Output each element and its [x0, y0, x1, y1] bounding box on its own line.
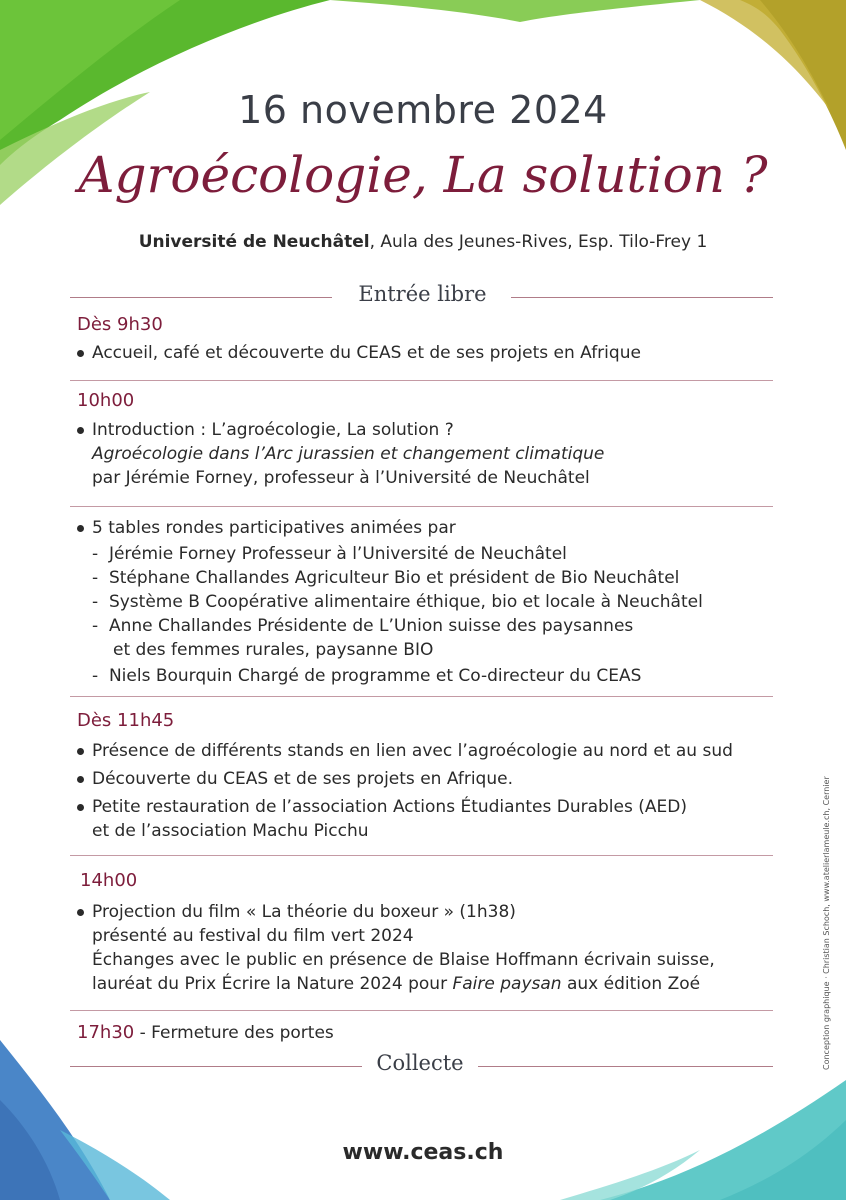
bullet-icon [77, 748, 84, 755]
film-note: présenté au festival du film vert 2024 [92, 926, 414, 946]
venue [0, 232, 846, 252]
time-1730: 17h30 [77, 1022, 135, 1043]
bullet-icon [77, 909, 84, 916]
speaker-item: - Niels Bourquin Chargé de programme et Co-directeur du CEAS [92, 666, 642, 686]
entree-rule-left [70, 297, 332, 298]
venue-address: , Aula des Jeunes-Rives, Esp. Tilo-Frey 1 [369, 232, 708, 252]
list-item: Découverte du CEAS et de ses projets en Afrique. [77, 769, 513, 789]
bullet-icon [77, 776, 84, 783]
closing-line: 17h30 - Fermeture des portes [77, 1022, 334, 1043]
time-1000: 10h00 [77, 390, 135, 411]
entree-rule-right [511, 297, 773, 298]
speaker-item: - Jérémie Forney Professeur à l’Université de Neuchâtel [92, 544, 567, 564]
list-item: Projection du film « La théorie du boxeur » (1h38) [77, 902, 516, 922]
divider [70, 506, 773, 507]
collecte: Collecte [376, 1051, 464, 1075]
list-item: Présence de différents stands en lien avec l’agroécologie au nord et au sud [77, 741, 733, 761]
event-title: Agroécologie, La solution ? [78, 146, 768, 204]
speaker-item: - Anne Challandes Présidente de L’Union suisse des paysannes [92, 616, 634, 636]
speaker-item-cont: et des femmes rurales, paysanne BIO [113, 640, 434, 660]
design-credit: Conception graphique · Christian Schoch, www.atelierlameule.ch, Cernier [822, 776, 831, 1070]
divider [70, 855, 773, 856]
collecte-rule-right [478, 1066, 773, 1067]
divider [70, 696, 773, 697]
collecte-rule-left [70, 1066, 362, 1067]
time-930: Dès 9h30 [77, 314, 163, 335]
film-exchange: Échanges avec le public en présence de Blaise Hoffmann écrivain suisse, [92, 950, 715, 970]
time-1145: Dès 11h45 [77, 710, 175, 731]
venue-name: Université de Neuchâtel [138, 232, 370, 252]
bullet-icon [77, 427, 84, 434]
film-prize: lauréat du Prix Écrire la Nature 2024 pour Faire paysan aux édition Zoé [92, 974, 701, 994]
talk-title: Agroécologie dans l’Arc jurassien et changement climatique [92, 444, 605, 464]
event-date: 16 novembre 2024 [238, 88, 608, 132]
list-item: Introduction : L’agroécologie, La solution ? [77, 420, 454, 440]
list-item: 5 tables rondes participatives animées par [77, 518, 456, 538]
list-item: Accueil, café et découverte du CEAS et de ses projets en Afrique [77, 343, 641, 363]
time-1400: 14h00 [80, 870, 138, 891]
website-link[interactable]: www.ceas.ch [342, 1140, 504, 1165]
speaker-item: - Stéphane Challandes Agriculteur Bio et président de Bio Neuchâtel [92, 568, 680, 588]
bullet-icon [77, 804, 84, 811]
bullet-icon [77, 525, 84, 532]
bullet-icon [77, 350, 84, 357]
entree-libre: Entrée libre [358, 282, 487, 306]
list-item-cont: et de l’association Machu Picchu [92, 821, 369, 841]
divider [70, 1010, 773, 1011]
list-item: Petite restauration de l’association Actions Étudiantes Durables (AED) [77, 797, 687, 817]
speaker-item: - Système B Coopérative alimentaire éthique, bio et locale à Neuchâtel [92, 592, 703, 612]
divider [70, 380, 773, 381]
speaker-line: par Jérémie Forney, professeur à l’Université de Neuchâtel [92, 468, 590, 488]
